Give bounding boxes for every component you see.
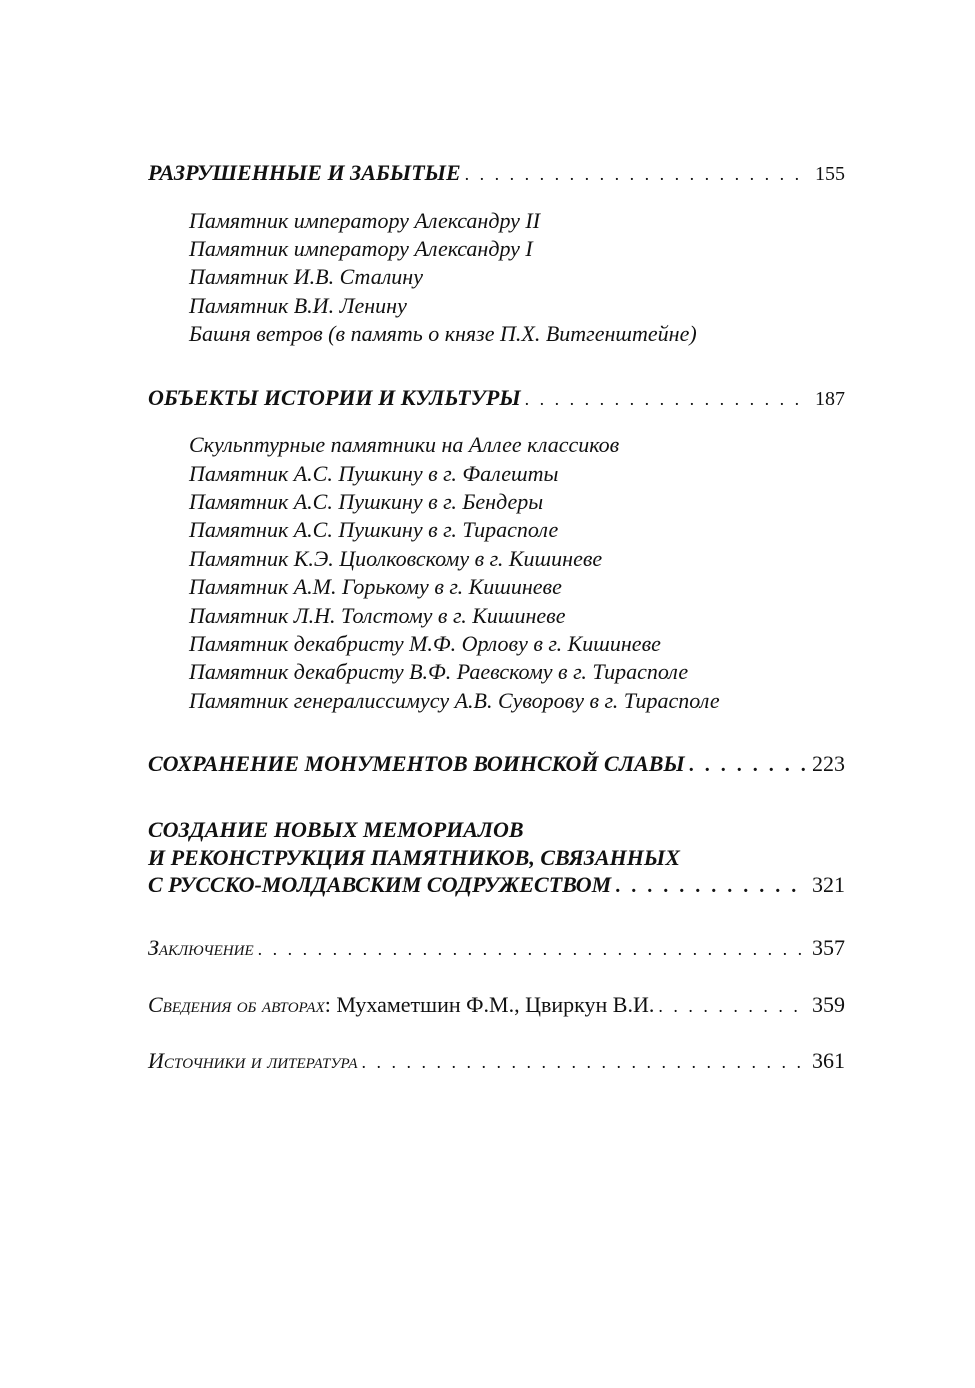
section-title-line: СОЗДАНИЕ НОВЫХ МЕМОРИАЛОВ — [148, 817, 524, 842]
toc-subitem: Памятник А.С. Пушкину в г. Фалешты — [189, 461, 559, 486]
page-number: 223 — [812, 751, 845, 776]
page-number: 361 — [812, 1048, 845, 1073]
section-title — [148, 992, 654, 1018]
toc-subitem: Памятник декабристу В.Ф. Раевскому в г. Тирасполе — [189, 659, 689, 684]
toc-entry-new-memorials[interactable] — [148, 872, 845, 898]
toc-subitem: Памятник декабристу М.Ф. Орлову в г. Кишиневе — [189, 631, 661, 656]
page-number: 359 — [812, 992, 845, 1017]
toc-subitem: Памятник А.С. Пушкину в г. Бендеры — [189, 489, 544, 514]
section-title: ОБЪЕКТЫ ИСТОРИИ И КУЛЬТУРЫ — [148, 385, 521, 410]
toc-entry-history-culture[interactable] — [148, 385, 845, 411]
section-title: Заключение — [148, 935, 254, 960]
authors-label: Сведения об авторах — [148, 992, 325, 1017]
toc-subitem: Памятник А.М. Горькому в г. Кишиневе — [189, 574, 562, 599]
toc-entry-destroyed[interactable] — [148, 160, 845, 186]
toc-subitem: Башня ветров (в память о князе П.Х. Витгенштейне) — [189, 321, 697, 346]
section-title: С РУССКО-МОЛДАВСКИМ СОДРУЖЕСТВОМ — [148, 872, 612, 897]
dot-leader — [658, 996, 806, 1017]
page-number: 155 — [815, 163, 845, 185]
dot-leader — [615, 875, 806, 898]
page-number: 187 — [815, 388, 845, 410]
dot-leader — [689, 754, 806, 777]
toc-subitem: Памятник императору Александру I — [189, 236, 533, 261]
dot-leader — [258, 939, 806, 960]
toc-entry-authors[interactable] — [148, 992, 845, 1018]
section-title: СОХРАНЕНИЕ МОНУМЕНТОВ ВОИНСКОЙ СЛАВЫ — [148, 751, 685, 776]
toc-entry-military-glory[interactable] — [148, 751, 845, 777]
dot-leader — [465, 164, 809, 185]
toc-subitem: Памятник императору Александру II — [189, 208, 541, 233]
toc-subitem: Памятник И.В. Сталину — [189, 264, 423, 289]
authors-names: : Мухаметшин Ф.М., Цвиркун В.И. — [324, 992, 655, 1017]
toc-entry-conclusion[interactable] — [148, 935, 845, 961]
toc-subitem: Памятник В.И. Ленину — [189, 293, 407, 318]
dot-leader — [362, 1052, 807, 1073]
dot-leader — [525, 389, 809, 410]
toc-entry-sources[interactable] — [148, 1048, 845, 1074]
section-title: РАЗРУШЕННЫЕ И ЗАБЫТЫЕ — [148, 160, 461, 185]
toc-subitem: Памятник Л.Н. Толстому в г. Кишиневе — [189, 603, 566, 628]
toc-subitem: Памятник А.С. Пушкину в г. Тирасполе — [189, 517, 559, 542]
toc-subitem: Скульптурные памятники на Аллее классиков — [189, 432, 620, 457]
section-title: Источники и литература — [148, 1048, 358, 1073]
page-number: 357 — [812, 935, 845, 960]
toc-subitem: Памятник К.Э. Циолковскому в г. Кишиневе — [189, 546, 603, 571]
toc-subitem: Памятник генералиссимусу А.В. Суворову в г. Тирасполе — [189, 688, 720, 713]
page-number: 321 — [812, 872, 845, 897]
section-title-line: И РЕКОНСТРУКЦИЯ ПАМЯТНИКОВ, СВЯЗАННЫХ — [148, 845, 680, 870]
